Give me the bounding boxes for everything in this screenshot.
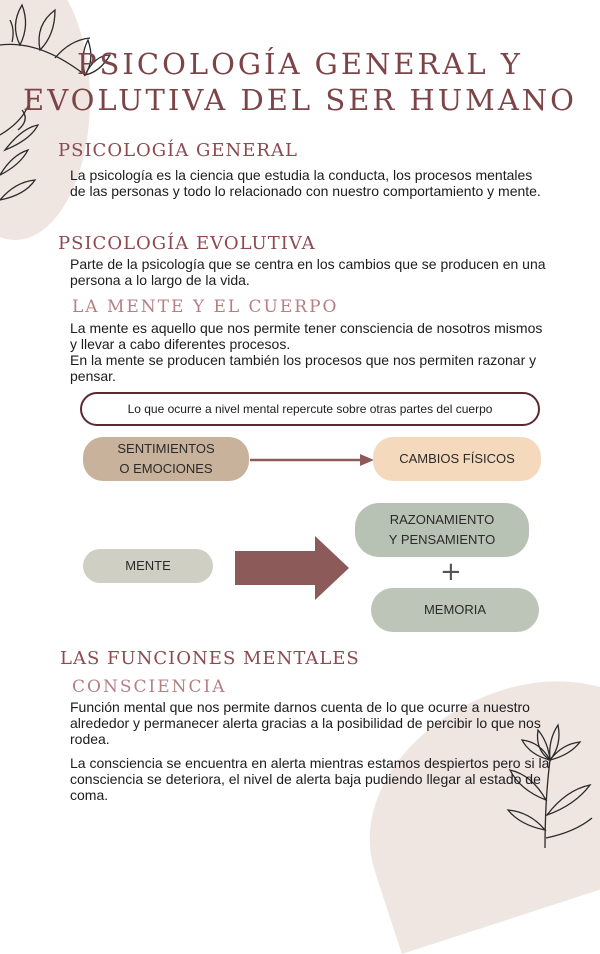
page-title-line-1: PSICOLOGÍA GENERAL Y — [77, 47, 523, 81]
node-mente-label: MENTE — [125, 558, 171, 573]
text-mente-cuerpo-1: La mente es aquello que nos permite tener consciencia de nosotros mismos y llevar a cabo diferentes procesos. — [70, 320, 543, 352]
node-sentimientos-line-2: O EMOCIONES — [119, 461, 213, 476]
plus-sign: + — [440, 557, 462, 587]
node-cambios-fisicos-label: CAMBIOS FÍSICOS — [399, 451, 515, 466]
node-sentimientos — [83, 437, 249, 481]
node-cambios-fisicos — [373, 437, 541, 481]
text-consciencia-2: La consciencia se encuentra en alerta mientras estamos despiertos pero si la consciencia se deteriora, el nivel de alerta baja pudiendo llegar al estado de coma. — [70, 755, 550, 803]
node-razonamiento-line-2: Y PENSAMIENTO — [388, 532, 496, 547]
arrow-right-thick-icon — [233, 534, 351, 602]
text-mente-cuerpo-2: En la mente se producen también los procesos que nos permiten razonar y pensar. — [70, 352, 537, 384]
node-memoria-label: MEMORIA — [423, 602, 487, 617]
heading-psicologia-evolutiva: PSICOLOGÍA EVOLUTIVA — [58, 233, 316, 254]
node-razonamiento-line-1: RAZONAMIENTO — [389, 512, 495, 527]
note-box: Lo que ocurre a nivel mental repercute sobre otras partes del cuerpo — [80, 392, 540, 426]
node-sentimientos-line-1: SENTIMIENTOS — [117, 441, 215, 456]
heading-funciones-mentales: LAS FUNCIONES MENTALES — [60, 648, 360, 669]
arrow-right-thin-icon — [250, 452, 375, 468]
node-memoria — [371, 588, 539, 632]
heading-consciencia: CONSCIENCIA — [72, 677, 227, 697]
page-title-line-2: EVOLUTIVA DEL SER HUMANO — [23, 83, 577, 117]
node-mente — [83, 549, 213, 583]
node-razonamiento — [355, 503, 529, 557]
heading-psicologia-general: PSICOLOGÍA GENERAL — [58, 140, 298, 161]
text-psicologia-general: La psicología es la ciencia que estudia la conducta, los procesos mentales de las personas y todo lo relacionado con nuestro comportamiento y mente. — [70, 167, 541, 199]
heading-mente-cuerpo: LA MENTE Y EL CUERPO — [72, 297, 339, 317]
text-psicologia-evolutiva: Parte de la psicología que se centra en los cambios que se producen en una persona a lo largo de la vida. — [70, 256, 546, 288]
text-consciencia-1: Función mental que nos permite darnos cuenta de lo que ocurre a nuestro alrededor y permanecer alerta gracias a la posibilidad de percibir lo que nos rodea. — [70, 699, 541, 747]
